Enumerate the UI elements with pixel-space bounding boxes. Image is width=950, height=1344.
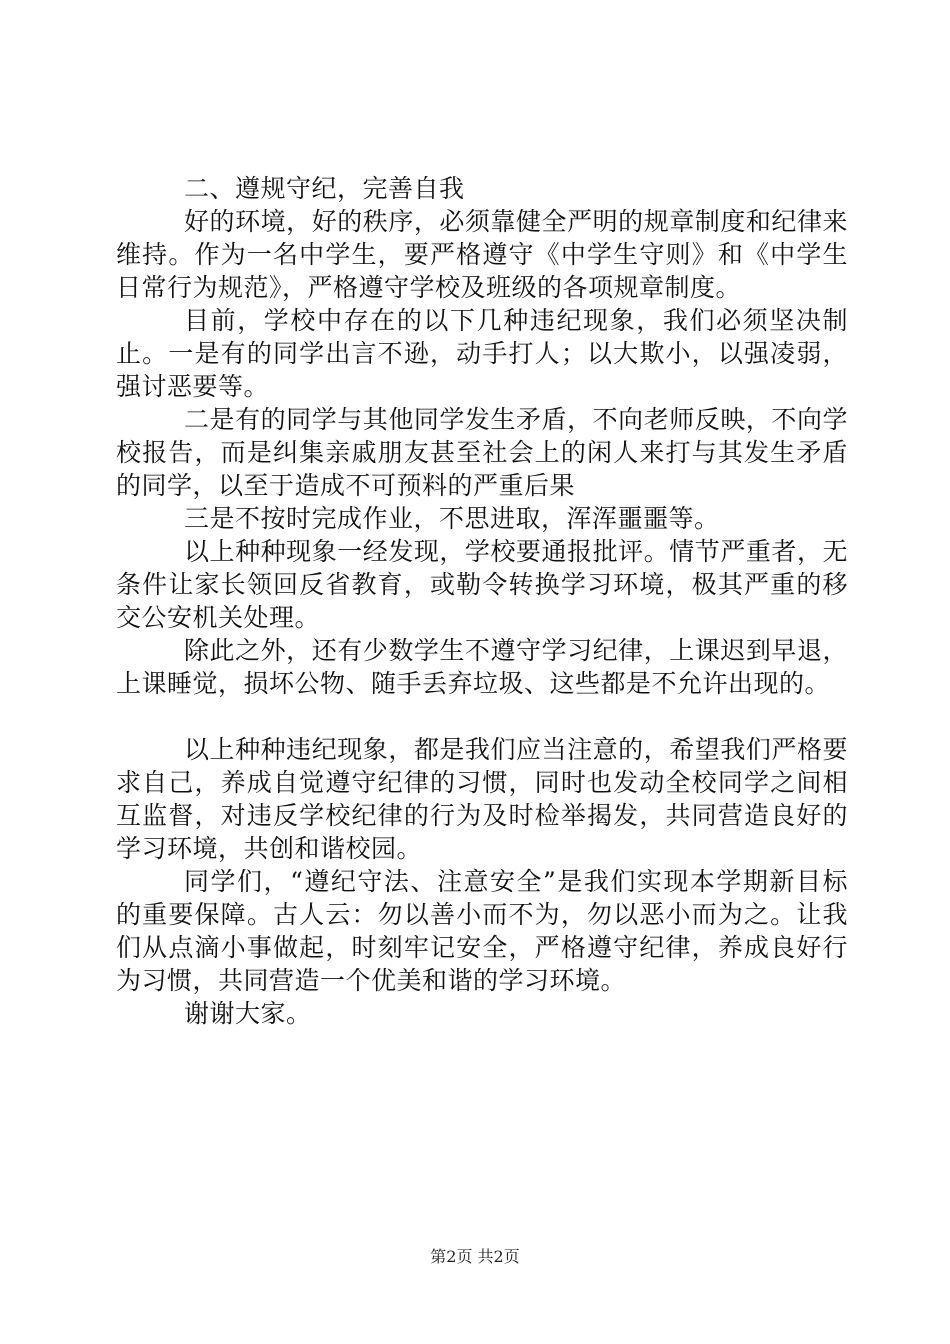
page-footer: 第2页 共2页 bbox=[430, 1247, 520, 1266]
paragraph-5: 以上种种现象一经发现，学校要通报批评。情节严重者，无条件让家长领回反省教育，或勒令转换学习环境，极其严重的移交公安机关处理。 bbox=[116, 537, 848, 632]
paragraph-8: 同学们，“遵纪守法、注意安全”是我们实现本学期新目标的重要保障。古人云：勿以善小而不为，勿以恶小而为之。让我们从点滴小事做起，时刻牢记安全，严格遵守纪律，养成良好行为习惯，共同营造一个优美和谐的学习环境。 bbox=[116, 867, 848, 995]
paragraph-6: 除此之外，还有少数学生不遵守学习纪律，上课迟到早退，上课睡觉，损坏公物、随手丢弃垃圾、这些都是不允许出现的。 bbox=[116, 636, 848, 698]
paragraph-2: 目前，学校中存在的以下几种违纪现象，我们必须坚决制止。一是有的同学出言不逊，动手打人；以大欺小，以强凌弱，强讨恶要等。 bbox=[116, 306, 848, 401]
paragraph-1: 好的环境，好的秩序，必须靠健全严明的规章制度和纪律来维持。作为一名中学生，要严格遵守《中学生守则》和《中学生日常行为规范》，严格遵守学校及班级的各项规章制度。 bbox=[116, 207, 848, 302]
section-heading: 二、遵规守纪，完善自我 bbox=[184, 174, 465, 203]
paragraph-3: 二是有的同学与其他同学发生矛盾，不向老师反映，不向学校报告，而是纠集亲戚朋友甚至社会上的闲人来打与其发生矛盾的同学，以至于造成不可预料的严重后果 bbox=[116, 405, 848, 500]
document-body bbox=[116, 172, 848, 1030]
blank-line bbox=[116, 700, 848, 733]
closing-line: 谢谢大家。 bbox=[184, 999, 312, 1028]
paragraph-4: 三是不按时完成作业，不思进取，浑浑噩噩等。 bbox=[184, 504, 720, 533]
paragraph-7: 以上种种违纪现象，都是我们应当注意的，希望我们严格要求自己，养成自觉遵守纪律的习惯，同时也发动全校同学之间相互监督，对违反学校纪律的行为及时检举揭发，共同营造良好的学习环境，共创和谐校园。 bbox=[116, 735, 848, 863]
